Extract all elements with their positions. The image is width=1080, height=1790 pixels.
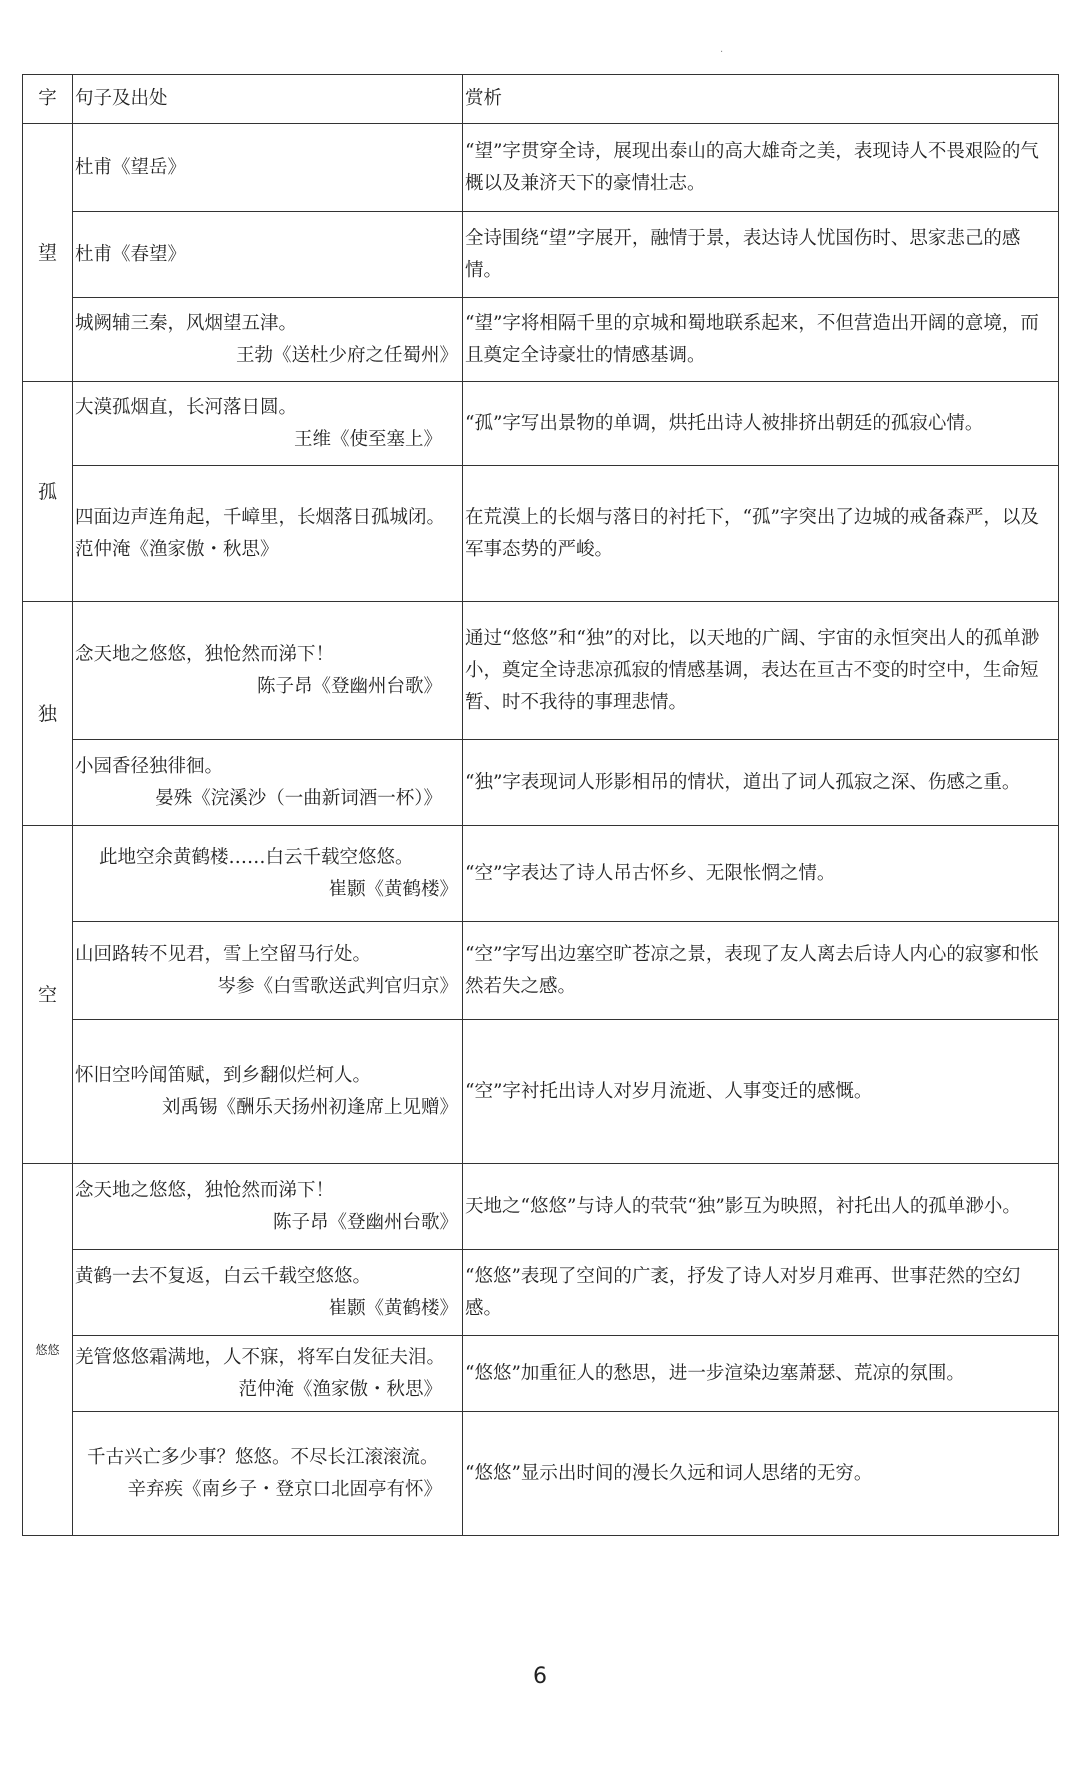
analysis-cell: “望”字将相隔千里的京城和蜀地联系起来，不但营造出开阔的意境，而且奠定全诗豪壮的情感基调。	[463, 298, 1059, 382]
analysis-cell: 通过“悠悠”和“独”的对比，以天地的广阔、宇宙的永恒突出人的孤单渺小，奠定全诗悲凉孤寂的情感基调，表达在亘古不变的时空中，生命短暂、时不我待的事理悲情。	[463, 602, 1059, 740]
source-author-title: 杜甫《春望》	[75, 243, 187, 265]
analysis-cell: 天地之“悠悠”与诗人的茕茕“独”影互为映照，衬托出人的孤单渺小。	[463, 1164, 1059, 1250]
table-row	[23, 922, 1059, 1020]
source-author-title: 辛弃疾《南乡子・登京口北固亭有怀》	[127, 1478, 442, 1500]
source-sentence: 城阙辅三秦，风烟望五津。	[75, 312, 298, 334]
source-sentence: 大漠孤烟直，长河落日圆。	[75, 396, 298, 418]
table-row	[23, 124, 1059, 212]
analysis-cell: “望”字贯穿全诗，展现出泰山的高大雄奇之美，表现诗人不畏艰险的气概以及兼济天下的豪情壮志。	[463, 124, 1059, 212]
source-cell	[73, 1164, 463, 1250]
source-author-title: 崔颢《黄鹤楼》	[328, 878, 458, 900]
char-cell: 悠悠	[23, 1164, 73, 1536]
source-sentence: 四面边声连角起，千嶂里，长烟落日孤城闭。	[75, 506, 446, 528]
char-cell: 望	[23, 124, 73, 382]
source-sentence: 怀旧空吟闻笛赋，到乡翻似烂柯人。	[75, 1064, 372, 1086]
source-sentence: 山回路转不见君，雪上空留马行处。	[75, 943, 372, 965]
table-row	[23, 466, 1059, 602]
analysis-cell: “独”字表现词人形影相吊的情状，道出了词人孤寂之深、伤感之重。	[463, 740, 1059, 826]
source-sentence: 此地空余黄鹤楼……白云千载空悠悠。	[99, 846, 414, 868]
analysis-cell: “悠悠”加重征人的愁思，进一步渲染边塞萧瑟、荒凉的氛围。	[463, 1336, 1059, 1412]
table-row	[23, 1164, 1059, 1250]
table-row	[23, 382, 1059, 466]
analysis-cell: “空”字表达了诗人吊古怀乡、无限怅惘之情。	[463, 826, 1059, 922]
source-cell	[73, 740, 463, 826]
source-author-title: 岑参《白雪歌送武判官归京》	[217, 975, 458, 997]
source-sentence: 小园香径独徘徊。	[75, 755, 224, 777]
table-row	[23, 602, 1059, 740]
analysis-cell: “悠悠”显示出时间的漫长久远和词人思绪的无穷。	[463, 1412, 1059, 1536]
analysis-cell: 全诗围绕“望”字展开，融情于景，表达诗人忧国伤时、思家悲己的感情。	[463, 212, 1059, 298]
analysis-cell: “空”字写出边塞空旷苍凉之景，表现了友人离去后诗人内心的寂寥和怅然若失之感。	[463, 922, 1059, 1020]
source-author-title: 晏殊《浣溪沙（一曲新词酒一杯）》	[155, 787, 442, 809]
analysis-cell: “空”字衬托出诗人对岁月流逝、人事变迁的感慨。	[463, 1020, 1059, 1164]
source-cell	[73, 466, 463, 602]
analysis-cell: “悠悠”表现了空间的广袤，抒发了诗人对岁月难再、世事茫然的空幻感。	[463, 1250, 1059, 1336]
source-sentence: 念天地之悠悠，独怆然而涕下！	[75, 643, 335, 665]
source-author-title: 陈子昂《登幽州台歌》	[272, 1211, 458, 1233]
table-row	[23, 1336, 1059, 1412]
source-author-title: 陈子昂《登幽州台歌》	[256, 675, 442, 697]
table-row	[23, 1250, 1059, 1336]
source-sentence: 念天地之悠悠，独怆然而涕下！	[75, 1179, 335, 1201]
source-cell	[73, 124, 463, 212]
source-cell	[73, 298, 463, 382]
source-cell	[73, 826, 463, 922]
analysis-cell: 在荒漠上的长烟与落日的衬托下，“孤”字突出了边城的戒备森严，以及军事态势的严峻。	[463, 466, 1059, 602]
char-cell: 空	[23, 826, 73, 1164]
column-header-source: 句子及出处	[73, 75, 463, 124]
source-author-title: 范仲淹《渔家傲・秋思》	[75, 538, 279, 560]
table-row	[23, 740, 1059, 826]
source-cell	[73, 1020, 463, 1164]
source-sentence: 羌管悠悠霜满地，人不寐，将军白发征夫泪。	[75, 1346, 446, 1368]
table-row	[23, 212, 1059, 298]
header-mark: .	[720, 44, 724, 55]
char-cell: 孤	[23, 382, 73, 602]
table-row	[23, 1020, 1059, 1164]
source-cell	[73, 382, 463, 466]
source-author-title: 杜甫《望岳》	[75, 156, 187, 178]
header-row	[23, 75, 1059, 124]
source-author-title: 范仲淹《渔家傲・秋思》	[238, 1378, 442, 1400]
source-sentence: 千古兴亡多少事？悠悠。不尽长江滚滚流。	[87, 1446, 439, 1468]
source-author-title: 刘禹锡《酬乐天扬州初逢席上见赠》	[161, 1096, 458, 1118]
char-cell: 独	[23, 602, 73, 826]
source-cell	[73, 212, 463, 298]
source-author-title: 崔颢《黄鹤楼》	[328, 1297, 458, 1319]
poem-analysis-table	[22, 74, 1059, 1536]
source-cell	[73, 602, 463, 740]
source-cell	[73, 1336, 463, 1412]
source-author-title: 王维《使至塞上》	[293, 428, 442, 450]
source-author-title: 王勃《送杜少府之任蜀州》	[235, 344, 458, 366]
source-cell	[73, 922, 463, 1020]
source-sentence: 黄鹤一去不复返，白云千载空悠悠。	[75, 1265, 372, 1287]
table-row	[23, 826, 1059, 922]
analysis-cell: “孤”字写出景物的单调，烘托出诗人被排挤出朝廷的孤寂心情。	[463, 382, 1059, 466]
column-header-char: 字	[23, 75, 73, 124]
source-cell	[73, 1412, 463, 1536]
page-number: 6	[533, 1664, 547, 1689]
source-cell	[73, 1250, 463, 1336]
table-row	[23, 1412, 1059, 1536]
table-row	[23, 298, 1059, 382]
column-header-analysis: 赏析	[463, 75, 1059, 124]
